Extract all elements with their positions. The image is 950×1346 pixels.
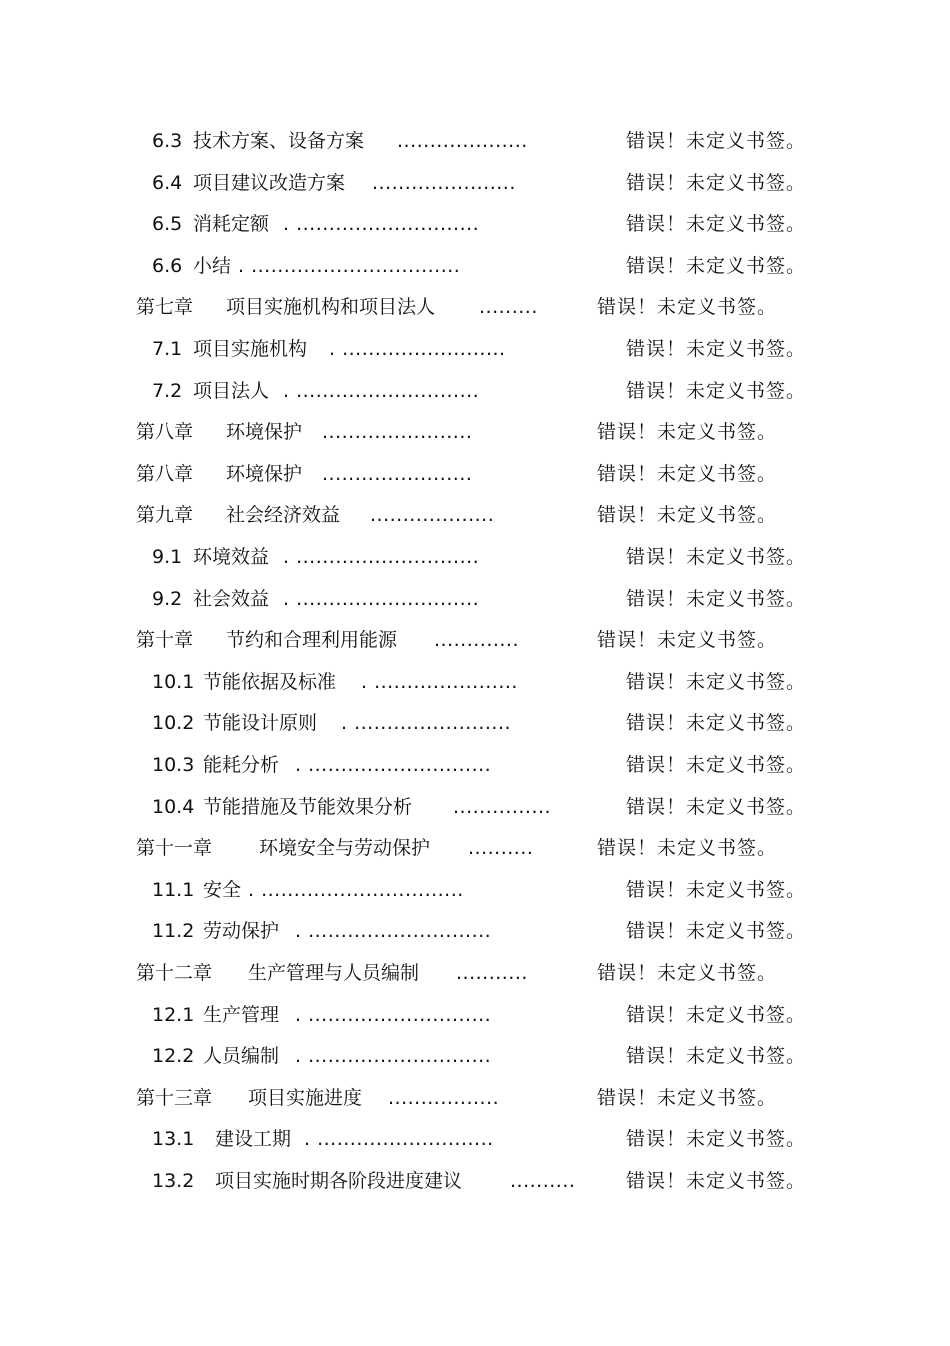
toc-dots: ................. [388, 1086, 500, 1109]
toc-dots: ........... [456, 962, 528, 984]
toc-page-ref: 错误！未定义书签。 [626, 213, 807, 236]
toc-number: 6.4 [152, 171, 183, 194]
toc-chapter-entry[interactable] [0, 1083, 950, 1113]
toc-number: 10.3 [152, 754, 195, 776]
toc-dots: ....................... [322, 462, 473, 485]
toc-title: 项目法人 [193, 379, 270, 402]
toc-dots: .......... [510, 1170, 576, 1192]
toc-number: 第十三章 [136, 1086, 213, 1109]
toc-chapter-entry[interactable] [0, 500, 950, 530]
toc-number: 第九章 [136, 504, 194, 527]
toc-title: 建设工期 [215, 1128, 292, 1151]
toc-page-ref: 错误！未定义书签。 [626, 171, 807, 194]
toc-section-entry[interactable] [0, 1124, 950, 1154]
toc-page-ref: 错误！未定义书签。 [626, 1003, 807, 1026]
toc-page-ref: 错误！未定义书签。 [626, 1045, 807, 1068]
toc-title: 环境安全与劳动保护 [259, 837, 431, 860]
toc-dots: . ............................ [283, 587, 480, 610]
toc-number: 7.2 [152, 379, 183, 402]
toc-dots: ....................... [322, 421, 473, 444]
toc-number: 6.5 [152, 213, 183, 236]
toc-section-entry[interactable] [0, 251, 950, 281]
toc-dots: . ............................ [283, 379, 480, 402]
toc-chapter-entry[interactable] [0, 625, 950, 655]
toc-chapter-entry[interactable] [0, 292, 950, 322]
toc-dots: . ............................ [295, 1003, 492, 1026]
toc-page-ref: 错误！未定义书签。 [597, 1086, 778, 1109]
toc-chapter-entry[interactable] [0, 833, 950, 863]
toc-title: 安全 [203, 878, 242, 901]
toc-title: 技术方案、设备方案 [193, 130, 365, 152]
toc-number: 10.1 [152, 670, 195, 693]
toc-dots: . ............................ [295, 1045, 492, 1068]
toc-title: 项目实施时期各阶段进度建议 [215, 1170, 463, 1192]
toc-page-ref: 错误！未定义书签。 [626, 754, 807, 776]
toc-title: 节能依据及标准 [203, 670, 337, 693]
toc-dots: ................... [370, 504, 495, 527]
toc-title: 生产管理 [203, 1003, 280, 1026]
toc-chapter-entry[interactable] [0, 958, 950, 988]
toc-page-ref: 错误！未定义书签。 [626, 795, 807, 818]
toc-page-ref: 错误！未定义书签。 [597, 962, 778, 984]
toc-dots: . ............................ [295, 754, 492, 776]
toc-number: 9.1 [152, 546, 183, 568]
toc-section-entry[interactable] [0, 584, 950, 614]
toc-dots: . ......................... [329, 338, 506, 360]
toc-section-entry[interactable] [0, 875, 950, 905]
toc-title: 消耗定额 [193, 213, 270, 236]
toc-dots: . ...................... [361, 670, 518, 693]
toc-dots: . ............................... [248, 878, 464, 901]
toc-number: 11.1 [152, 878, 195, 901]
toc-title: 环境保护 [226, 421, 303, 444]
toc-number: 9.2 [152, 587, 183, 610]
toc-title: 项目实施进度 [248, 1086, 363, 1109]
toc-dots: . ........................ [341, 712, 512, 735]
toc-page-ref: 错误！未定义书签。 [626, 254, 807, 277]
toc-page-ref: 错误！未定义书签。 [626, 670, 807, 693]
toc-number: 第十章 [136, 629, 194, 652]
toc-title: 社会经济效益 [226, 504, 341, 527]
toc-number: 10.2 [152, 712, 195, 735]
toc-number: 第十一章 [136, 837, 213, 860]
toc-page-ref: 错误！未定义书签。 [626, 712, 807, 735]
toc-title: 节约和合理利用能源 [226, 629, 398, 652]
toc-page-ref: 错误！未定义书签。 [626, 878, 807, 901]
toc-section-entry[interactable] [0, 708, 950, 738]
toc-section-entry[interactable] [0, 1000, 950, 1030]
toc-number: 10.4 [152, 795, 195, 818]
toc-dots: . ............................ [295, 920, 492, 943]
toc-dots: . ........................... [304, 1128, 494, 1151]
toc-dots: . ............................ [283, 213, 480, 236]
toc-number: 第八章 [136, 421, 194, 444]
toc-title: 人员编制 [203, 1045, 280, 1068]
toc-chapter-entry[interactable] [0, 417, 950, 447]
toc-title: 环境效益 [193, 546, 270, 568]
toc-section-entry[interactable] [0, 126, 950, 156]
toc-section-entry[interactable] [0, 334, 950, 364]
toc-number: 第七章 [136, 296, 194, 319]
toc-number: 6.3 [152, 130, 183, 152]
toc-title: 节能设计原则 [203, 712, 318, 735]
toc-number: 7.1 [152, 338, 183, 360]
toc-page-ref: 错误！未定义书签。 [597, 421, 778, 444]
toc-section-entry[interactable] [0, 209, 950, 239]
toc-section-entry[interactable] [0, 376, 950, 406]
toc-page-ref: 错误！未定义书签。 [597, 296, 778, 319]
toc-section-entry[interactable] [0, 1041, 950, 1071]
toc-number: 12.1 [152, 1003, 195, 1026]
toc-title: 能耗分析 [203, 754, 280, 776]
toc-dots: ...................... [372, 171, 516, 194]
toc-title: 项目实施机构 [193, 338, 308, 360]
toc-title: 社会效益 [193, 587, 270, 610]
toc-page-ref: 错误！未定义书签。 [597, 837, 778, 860]
toc-dots: ............... [453, 795, 552, 818]
toc-page-ref: 错误！未定义书签。 [626, 338, 807, 360]
toc-title: 节能措施及节能效果分析 [203, 795, 413, 818]
toc-page-ref: 错误！未定义书签。 [626, 1128, 807, 1151]
toc-dots: .......... [468, 837, 534, 860]
toc-page-ref: 错误！未定义书签。 [626, 1170, 807, 1192]
toc-title: 项目实施机构和项目法人 [226, 296, 436, 319]
toc-page-ref: 错误！未定义书签。 [626, 920, 807, 943]
toc-section-entry[interactable] [0, 750, 950, 780]
toc-dots: . ............................ [283, 546, 480, 568]
toc-number: 第十二章 [136, 962, 213, 984]
toc-number: 11.2 [152, 920, 195, 943]
toc-title: 项目建议改造方案 [193, 171, 346, 194]
toc-page-ref: 错误！未定义书签。 [626, 546, 807, 568]
toc-page-ref: 错误！未定义书签。 [597, 504, 778, 527]
toc-title: 环境保护 [226, 462, 303, 485]
toc-title: 劳动保护 [203, 920, 280, 943]
toc-dots: .................... [397, 130, 528, 152]
toc-section-entry[interactable] [0, 542, 950, 572]
toc-title: 小结 [193, 254, 232, 277]
toc-page-ref: 错误！未定义书签。 [626, 379, 807, 402]
toc-page-ref: 错误！未定义书签。 [597, 462, 778, 485]
toc-number: 第八章 [136, 462, 194, 485]
toc-number: 12.2 [152, 1045, 195, 1068]
toc-section-entry[interactable] [0, 168, 950, 198]
toc-number: 13.1 [152, 1128, 195, 1151]
toc-section-entry[interactable] [0, 792, 950, 822]
toc-section-entry[interactable] [0, 1166, 950, 1196]
toc-section-entry[interactable] [0, 667, 950, 697]
toc-page-ref: 错误！未定义书签。 [626, 587, 807, 610]
toc-dots: . ................................ [238, 254, 461, 277]
toc-chapter-entry[interactable] [0, 459, 950, 489]
toc-title: 生产管理与人员编制 [248, 962, 420, 984]
toc-page-ref: 错误！未定义书签。 [597, 629, 778, 652]
toc-section-entry[interactable] [0, 916, 950, 946]
toc-number: 6.6 [152, 254, 183, 277]
toc-dots: ......... [479, 296, 538, 319]
toc-page-ref: 错误！未定义书签。 [626, 130, 807, 152]
toc-dots: ............. [434, 629, 520, 652]
toc-number: 13.2 [152, 1170, 195, 1192]
